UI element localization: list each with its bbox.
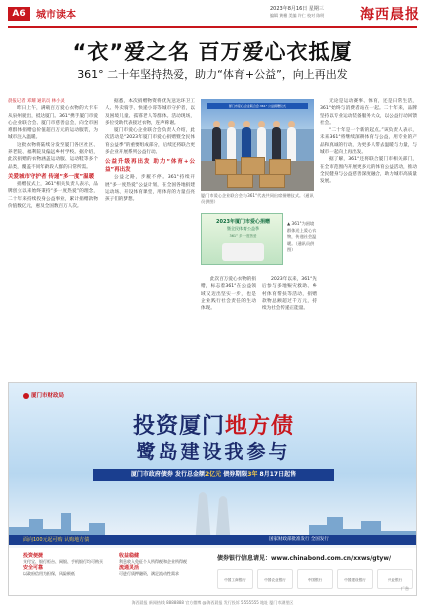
- header-divider: [8, 26, 417, 28]
- ad-title-highlight: 地方债: [225, 413, 295, 439]
- event-poster: [201, 213, 283, 265]
- paragraph: “二十年是一个新的起点。”该负责人表示，未来361°将继续深耕体育与公益，用专业的产品和真诚的行动，为更多人带去温暖与力量，与城市一起向上再出发。: [320, 128, 417, 156]
- donation-box: [269, 159, 291, 175]
- feature-text: 可进行质押融资，满足流动性需求: [119, 571, 179, 576]
- photo-banner: 厦门市爱心企业联合会·361° 公益捐赠仪式: [207, 103, 308, 109]
- paragraph: 无论是运动赛事、体育，还是日常生活，361°始终与消费者站在一起。二十年来，品牌坚持以专业运动装备服务大众，以公益行动回馈社会。: [320, 99, 417, 126]
- bank-logo: 中国银行: [297, 569, 333, 589]
- paragraph: 捐赠仪式上，361°相关负责人表示，品牌创立以来始终秉持“多一度热爱”的理念，二十年来持续投身公益事业，累计捐赠款物价值数亿元，惠及全国数百万人次。: [8, 181, 98, 209]
- poster-subtitle: 暨全民体育公益季: [227, 226, 259, 231]
- bank-logo: 中国建设银行: [337, 569, 373, 589]
- offer-label: 厦门市政府债券 发行总金额: [130, 471, 205, 478]
- subheading: 关爱城市守护者 传递“多一度”温暖: [8, 173, 95, 180]
- bank-logo: 中国工商银行: [217, 569, 253, 589]
- offer-term-label: 债券期限: [221, 471, 248, 478]
- ad-title: [9, 409, 417, 440]
- feature-title: 收益稳健: [119, 553, 140, 559]
- photo-caption: 厦门市爱心企业联合会与361°代表共同出席捐赠仪式。（通讯员供图）: [201, 193, 314, 204]
- feature-text: 利息收入免征个人所得税和企业所得税: [119, 559, 187, 564]
- offer-amount: 2亿元: [205, 471, 222, 478]
- newspaper-logo: 海西晨报: [360, 7, 420, 23]
- event-photo: [201, 99, 314, 191]
- offer-term: 3年: [247, 471, 258, 478]
- feature-title: 流通灵活: [119, 565, 140, 571]
- donation-box: [259, 174, 285, 188]
- page-footer: 海西晨报 新闻热线 8888888 官方微博 @海西晨报 发行投诉 5555555 地址 厦门市湖里区: [131, 600, 294, 605]
- ad-logo-text: 厦门市财政局: [31, 393, 65, 399]
- article-column-2: [105, 98, 195, 370]
- subheading: 公益升级再出发 助力“体育+公益”再出发: [105, 159, 195, 174]
- bond-advertisement: [8, 382, 417, 596]
- issue-date: 2023年8月16日 星期三: [270, 6, 324, 12]
- page-header: [0, 0, 425, 30]
- paragraph: 据了解，361°还将联合厦门市相关部门，在全市范围内开展更多元的体育公益活动，推动全民健身与公益慈善深度融合，助力城市高质量发展。: [320, 157, 417, 185]
- poster-tagline: 361° 多一度热爱: [229, 234, 257, 238]
- editor-credits: 编辑 黄楸 美编 许仁 校对 陈明: [270, 13, 325, 18]
- offer-date: 8月17日起售: [257, 471, 297, 478]
- article-headline: “衣”爱之名 百万爱心衣抵厦: [72, 40, 353, 64]
- ad-feature: [23, 553, 103, 577]
- bank-logo: 兴业银行: [377, 569, 413, 589]
- ad-url[interactable]: 债券银行信息请见：www.chinabond.com.cn/xxws/gtyw/: [217, 555, 392, 562]
- paragraph: 此次百万爱心衣物的捐赠，标志着361°在公益领域又迈出坚实一步，也是企业践行社会责任的生动体现。: [201, 277, 256, 312]
- article-subhead: 361° 二十年坚持热爱，助力“体育+公益”，向上再出发: [77, 68, 348, 81]
- ad-logo: [23, 391, 64, 399]
- poster-title: 2023年厦门市爱心捐赠: [216, 219, 270, 225]
- paragraph: 2023年以来，361°先后参与多地赈灾救助、乡村体育帮扶等活动，捐赠款物总额超过千万元，持续为社会传递正能量。: [262, 277, 317, 312]
- ad-strip-left: 面向100元起可购 认购地方债: [23, 537, 90, 543]
- paragraph: 厦门市爱心企业联合会负责人介绍，此次活动是“2023年厦门市爱心捐赠暨全民体育公益季”的重要组成部分，后续还将联合更多企业开展系列公益行动。: [105, 128, 195, 156]
- paragraph: 这批衣物将陆续分发至厦门各区社区、养老院、福利院及偏远乡村学校。据介绍，此次捐赠的衣物涵盖运动服、运动鞋等多个品类，覆盖不同年龄段人群的日常所需。: [8, 142, 98, 170]
- donation-box: [241, 157, 265, 175]
- article-column-4: [320, 98, 417, 370]
- bank-list: [217, 569, 413, 589]
- feature-text: 支付宝、银行柜台、网银、手机银行均可购买: [23, 559, 103, 564]
- ad-slogan: 鹭岛建设我参与: [136, 441, 291, 463]
- ad-label: 广告: [401, 586, 409, 591]
- paragraph: 公益之路，步履不停。361°持续开展“多一度热爱”公益计划，在全国各地捐建运动场、开设体育课堂，用体育的力量点亮孩子们的梦想。: [105, 175, 195, 203]
- article-byline: 晨报记者 邓耀 通讯员 林小灵: [8, 99, 65, 104]
- emblem-icon: [23, 393, 29, 399]
- article-column-3: [201, 276, 317, 370]
- paragraph: 据悉，本次捐赠物资将优先送达环卫工人、外卖骑手、快递小哥等城市守护者，以及困境儿童、孤寡老人等群体。活动现场，多位受助代表接过衣物，连声称谢。: [105, 99, 195, 126]
- section-name: 城市读本: [36, 10, 76, 21]
- article-column-1: [8, 98, 98, 370]
- paragraph: 昨日上午，满载百万爱心衣物的大卡车从泉州驶出，抵达厦门。361°携手厦门市爱心企业联合会、厦门市慈善总会，向全市困难群体捐赠总价值超百万元的运动服装，为城市注入温暖。: [8, 106, 98, 141]
- feature-title: 安全可靠: [23, 565, 44, 571]
- feature-text: 以政府信用为担保，风险极低: [23, 571, 75, 576]
- ad-strip-right: 国家财政部批准发行 全国发行: [269, 537, 329, 542]
- ad-offer-bar: [93, 469, 334, 481]
- poster-caption: ▲ 361°为困境群体送上爱心衣物，传递社会温暖。（通讯员供图）: [287, 221, 317, 252]
- bank-logo: 中国农业银行: [257, 569, 293, 589]
- feature-title: 投资便捷: [23, 553, 44, 559]
- donation-box: [227, 174, 253, 188]
- ad-feature: [119, 553, 187, 577]
- clothing-icon: [222, 243, 264, 261]
- page-number: A6: [8, 7, 30, 21]
- donation-box: [215, 159, 237, 175]
- ad-title-pre: 投资厦门: [132, 413, 225, 439]
